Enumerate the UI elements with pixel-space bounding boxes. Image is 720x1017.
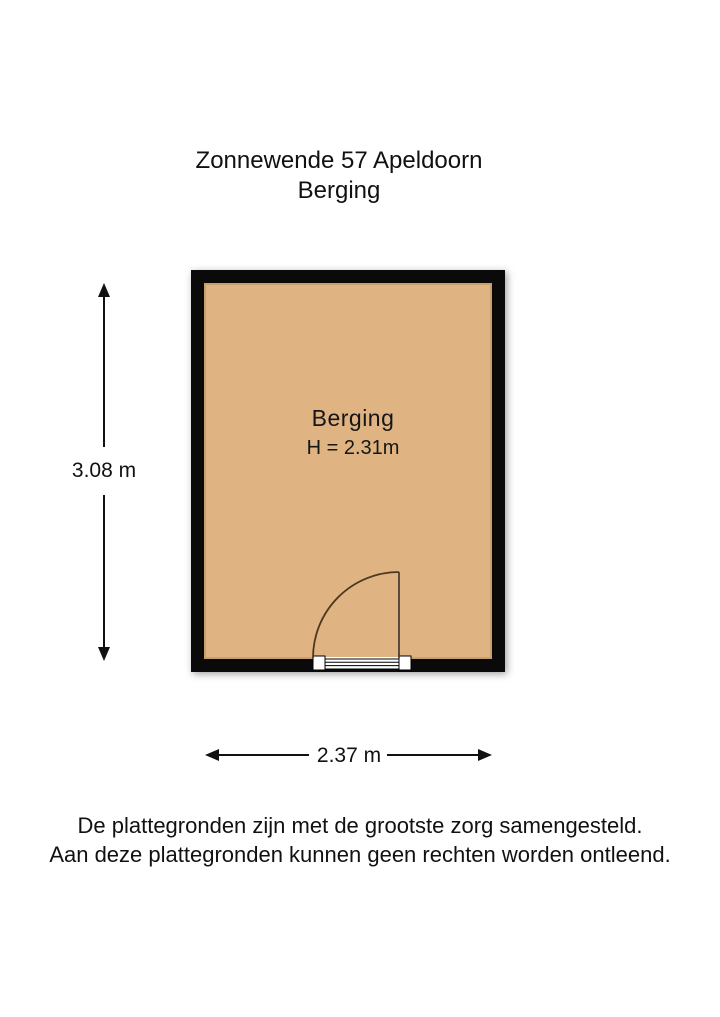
arrow-up-icon bbox=[98, 283, 110, 297]
door-jamb-right bbox=[399, 656, 411, 670]
room-floor bbox=[205, 284, 491, 658]
door-jamb-left bbox=[313, 656, 325, 670]
room-name-label: Berging bbox=[311, 405, 395, 431]
disclaimer-block bbox=[0, 811, 720, 869]
arrow-left-icon bbox=[205, 749, 219, 761]
floorplan bbox=[191, 270, 505, 672]
arrow-right-icon bbox=[478, 749, 492, 761]
disclaimer-line-2: Aan deze plattegronden kunnen geen rechten worden ontleend. bbox=[49, 842, 671, 867]
page-title: Zonnewende 57 Apeldoorn bbox=[195, 147, 483, 174]
ceiling-height-label: H = 2.31m bbox=[306, 437, 400, 459]
width-dimension-label: 2.37 m bbox=[316, 744, 382, 767]
disclaimer-line-1: De plattegronden zijn met de grootste zorg samengesteld. bbox=[77, 813, 643, 838]
page-subtitle: Berging bbox=[297, 177, 381, 204]
arrow-down-icon bbox=[98, 647, 110, 661]
door-threshold bbox=[325, 659, 399, 669]
title-block bbox=[0, 146, 678, 206]
height-dimension-label: 3.08 m bbox=[71, 459, 137, 482]
